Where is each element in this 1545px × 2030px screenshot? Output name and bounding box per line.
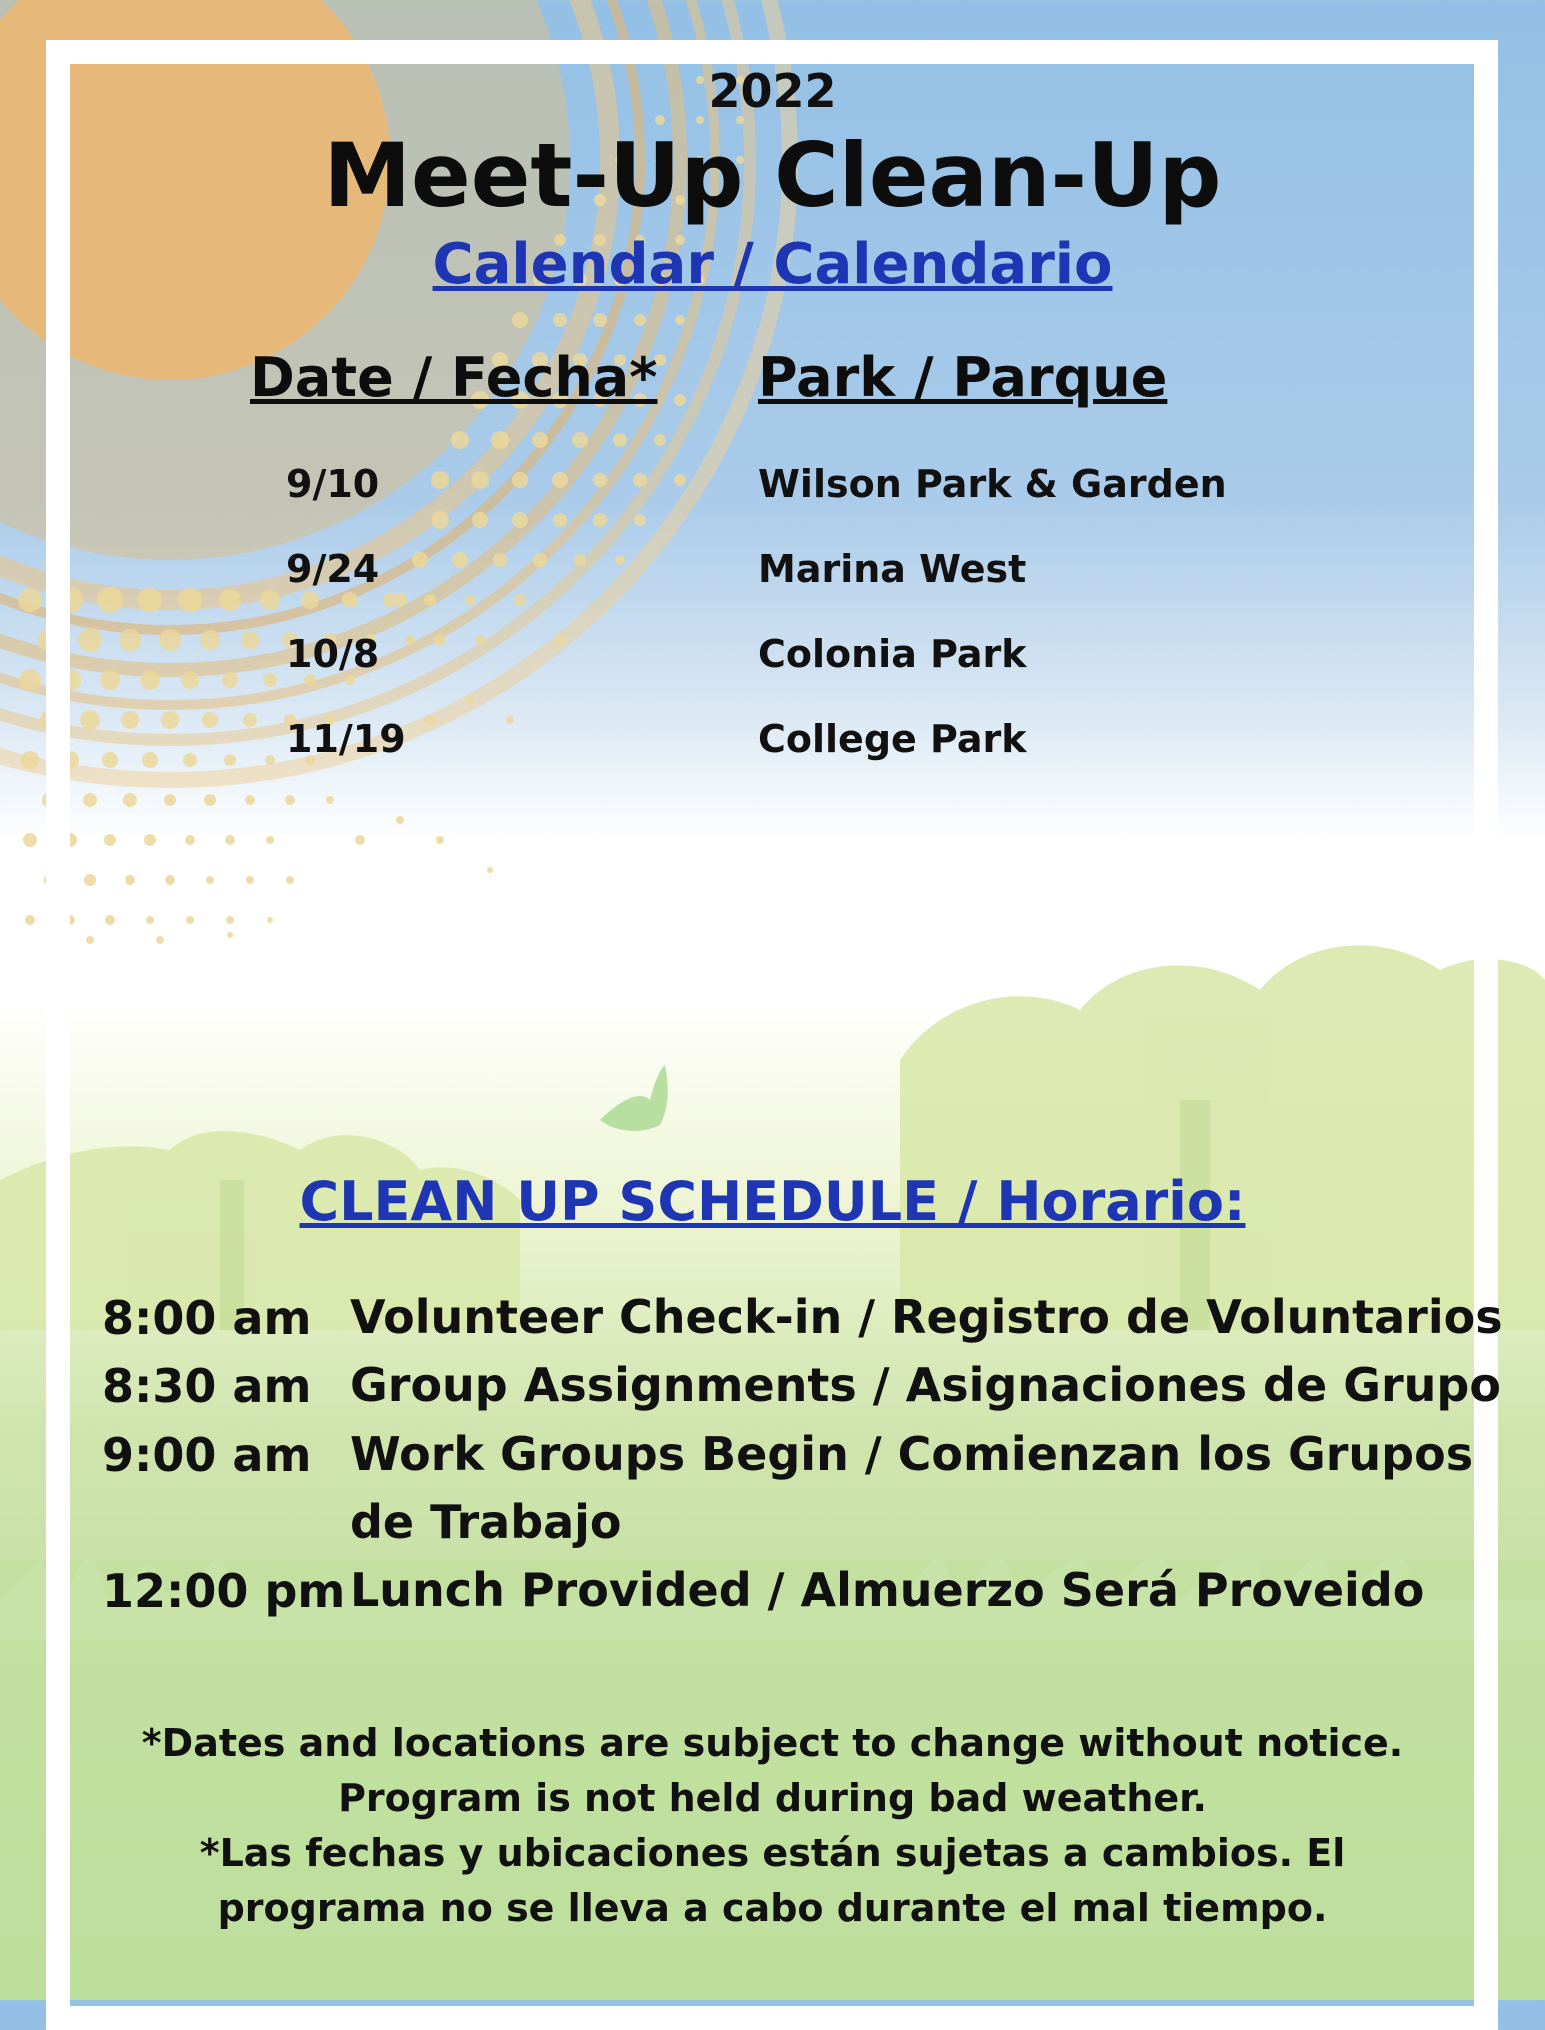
note-line: Program is not held during bad weather. [338,1776,1207,1820]
calendar-park: Wilson Park & Garden [758,462,1227,506]
calendar-row [0,632,1545,682]
calendar-link[interactable]: Calendar / Calendario [432,232,1113,297]
calendar-row [0,547,1545,597]
calendar-date: 9/24 [286,547,380,591]
schedule-activity: Lunch Provided / Almuerzo Será Proveido [350,1563,1425,1617]
disclaimer-notes [0,1716,1545,1936]
park-column-header: Park / Parque [758,346,1168,409]
schedule-time: 8:30 am [102,1359,312,1413]
note-line: *Las fechas y ubicaciones están sujetas a cambios. El [199,1831,1346,1875]
schedule-title: CLEAN UP SCHEDULE / Horario: [299,1170,1246,1233]
schedule-time: 12:00 pm [102,1564,346,1618]
schedule-time: 8:00 am [102,1291,312,1345]
schedule-time: 9:00 am [102,1428,312,1482]
schedule-activity-continued: de Trabajo [350,1495,622,1549]
calendar-park: Marina West [758,547,1027,591]
note-line: programa no se lleva a cabo durante el mal tiempo. [217,1886,1328,1930]
calendar-date: 9/10 [286,462,380,506]
calendar-date: 11/19 [286,717,406,761]
note-line: *Dates and locations are subject to change without notice. [141,1721,1404,1765]
calendar-row [0,717,1545,767]
calendar-park: Colonia Park [758,632,1027,676]
page-title: Meet-Up Clean-Up [323,124,1222,227]
year-heading: 2022 [708,64,837,118]
date-column-header: Date / Fecha* [250,346,658,409]
schedule-activity: Volunteer Check-in / Registro de Voluntarios [350,1290,1503,1344]
calendar-park: College Park [758,717,1027,761]
calendar-row [0,462,1545,512]
schedule-activity: Work Groups Begin / Comienzan los Grupos [350,1427,1474,1481]
calendar-date: 10/8 [286,632,380,676]
schedule-activity: Group Assignments / Asignaciones de Grupo [350,1358,1501,1412]
